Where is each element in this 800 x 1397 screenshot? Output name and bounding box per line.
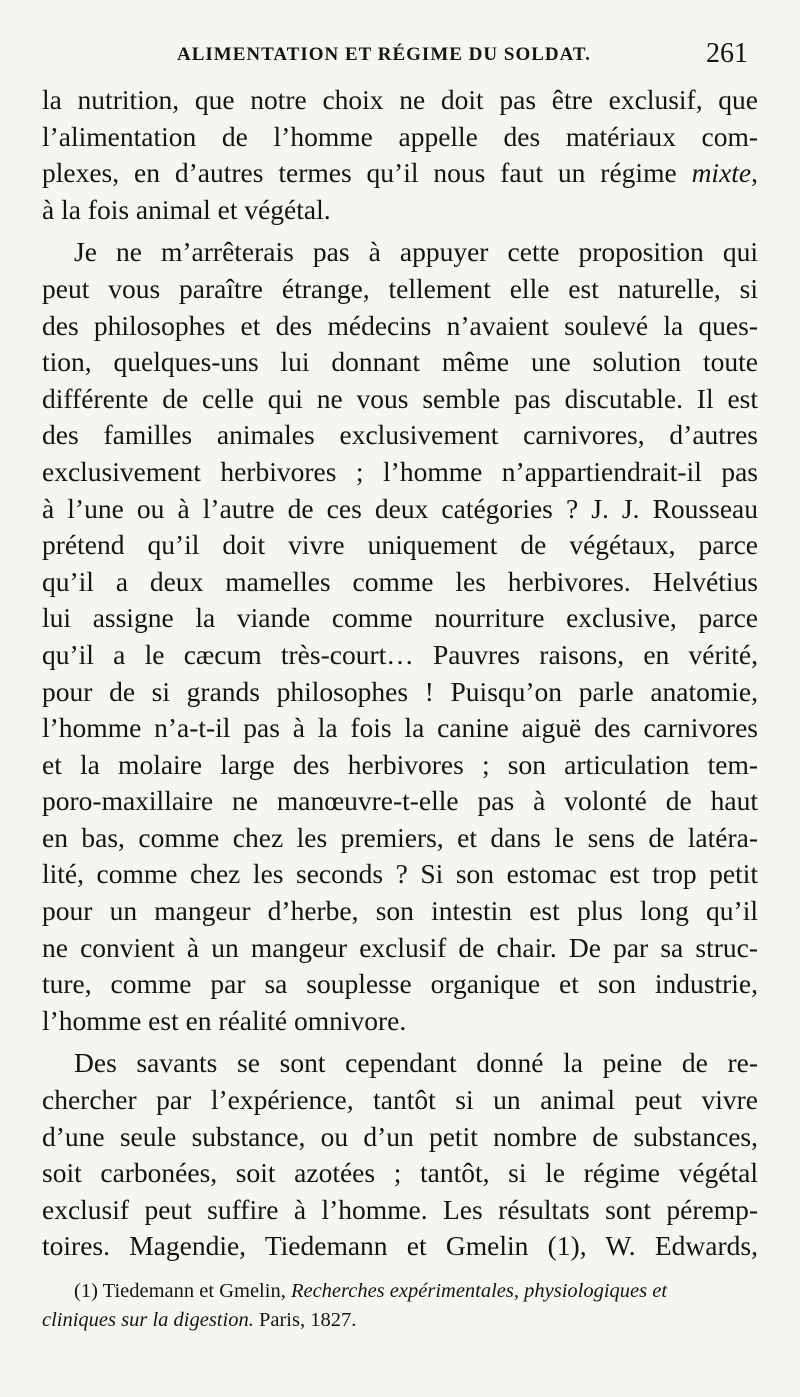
text-line: ne convient à un mangeur exclusif de chair. De par sa struc-	[42, 931, 758, 963]
text-line: prétend qu’il doit vivre uniquement de végétaux, parce	[42, 529, 758, 561]
text-line: pour un mangeur d’herbe, son intestin est plus long qu’il	[42, 895, 758, 927]
text-line: qu’il a le cæcum très-court… Pauvres raisons, en vérité,	[42, 638, 758, 670]
paragraph-3	[42, 1045, 758, 1265]
footnote	[42, 1277, 758, 1335]
footnote-place-year: Paris, 1827.	[258, 1309, 357, 1331]
text-line: à la fois animal et végétal.	[42, 193, 331, 225]
text-line: lui assigne la viande comme nourriture exclusive, parce	[42, 602, 758, 634]
text-line: soit carbonées, soit azotées ; tantôt, si le régime végétal	[42, 1157, 758, 1189]
text-line: toires. Magendie, Tiedemann et Gmelin (1), W. Edwards,	[42, 1230, 758, 1262]
footnote-line	[42, 1277, 758, 1306]
footnote-authors: Tiedemann et Gmelin,	[102, 1280, 286, 1302]
text-line: plexes, en d’autres termes qu’il nous faut un régime mixte,	[42, 157, 758, 189]
footnote-title-continued: cliniques sur la digestion.	[42, 1309, 254, 1331]
text-line: pour de si grands philosophes ! Puisqu’on parle anatomie,	[42, 675, 758, 707]
footnote-marker: (1)	[74, 1280, 98, 1302]
emphasis-mixte: mixte	[691, 157, 752, 189]
text-line: différente de celle qui ne vous semble pas discutable. Il est	[42, 382, 758, 414]
text-line: l’homme est en réalité omnivore.	[42, 1004, 407, 1036]
text-line: qu’il a deux mamelles comme les herbivores. Helvétius	[42, 565, 758, 597]
text-line: ture, comme par sa souplesse organique et son industrie,	[42, 968, 758, 1000]
text-line: l’alimentation de l’homme appelle des matériaux com-	[42, 120, 758, 152]
footnote-title: Recherches expérimentales, physiologiques et	[290, 1280, 668, 1302]
text-line: peut vous paraître étrange, tellement elle est naturelle, si	[42, 272, 758, 304]
paragraph-2	[42, 234, 758, 1039]
text-line: Des savants se sont cependant donné la peine de re-	[74, 1047, 758, 1079]
text-line: des philosophes et des médecins n’avaient soulevé la ques-	[42, 309, 758, 341]
text-line: tion, quelques-uns lui donnant même une solution toute	[42, 346, 758, 378]
text-line: la nutrition, que notre choix ne doit pas être exclusif, que	[42, 84, 758, 115]
text-line: exclusif peut suffire à l’homme. Les résultats sont péremp-	[42, 1193, 758, 1225]
text-line: à l’une ou à l’autre de ces deux catégories ? J. J. Rousseau	[42, 492, 758, 524]
text-line: lité, comme chez les seconds ? Si son estomac est trop petit	[42, 858, 758, 890]
text-line: poro-maxillaire ne manœuvre-t-elle pas à volonté de haut	[42, 785, 758, 817]
running-head	[42, 38, 758, 82]
text-line: d’une seule substance, ou d’un petit nombre de substances,	[42, 1120, 758, 1152]
running-title: ALIMENTATION ET RÉGIME DU SOLDAT.	[177, 44, 591, 65]
paragraph-1	[42, 82, 758, 228]
page-number: 261	[706, 38, 748, 69]
text-line: l’homme n’a-t-il pas à la fois la canine aiguë des carnivores	[42, 712, 758, 744]
text-line: en bas, comme chez les premiers, et dans le sens de latéra-	[42, 821, 758, 853]
text-line: des familles animales exclusivement carnivores, d’autres	[42, 419, 758, 451]
text-line: chercher par l’expérience, tantôt si un animal peut vivre	[42, 1084, 758, 1116]
text-line: Je ne m’arrêterais pas à appuyer cette proposition qui	[74, 236, 758, 268]
text-line: exclusivement herbivores ; l’homme n’appartiendrait-il pas	[42, 455, 758, 487]
text-line: et la molaire large des herbivores ; son articulation tem-	[42, 748, 758, 780]
footnote-line	[42, 1306, 758, 1335]
